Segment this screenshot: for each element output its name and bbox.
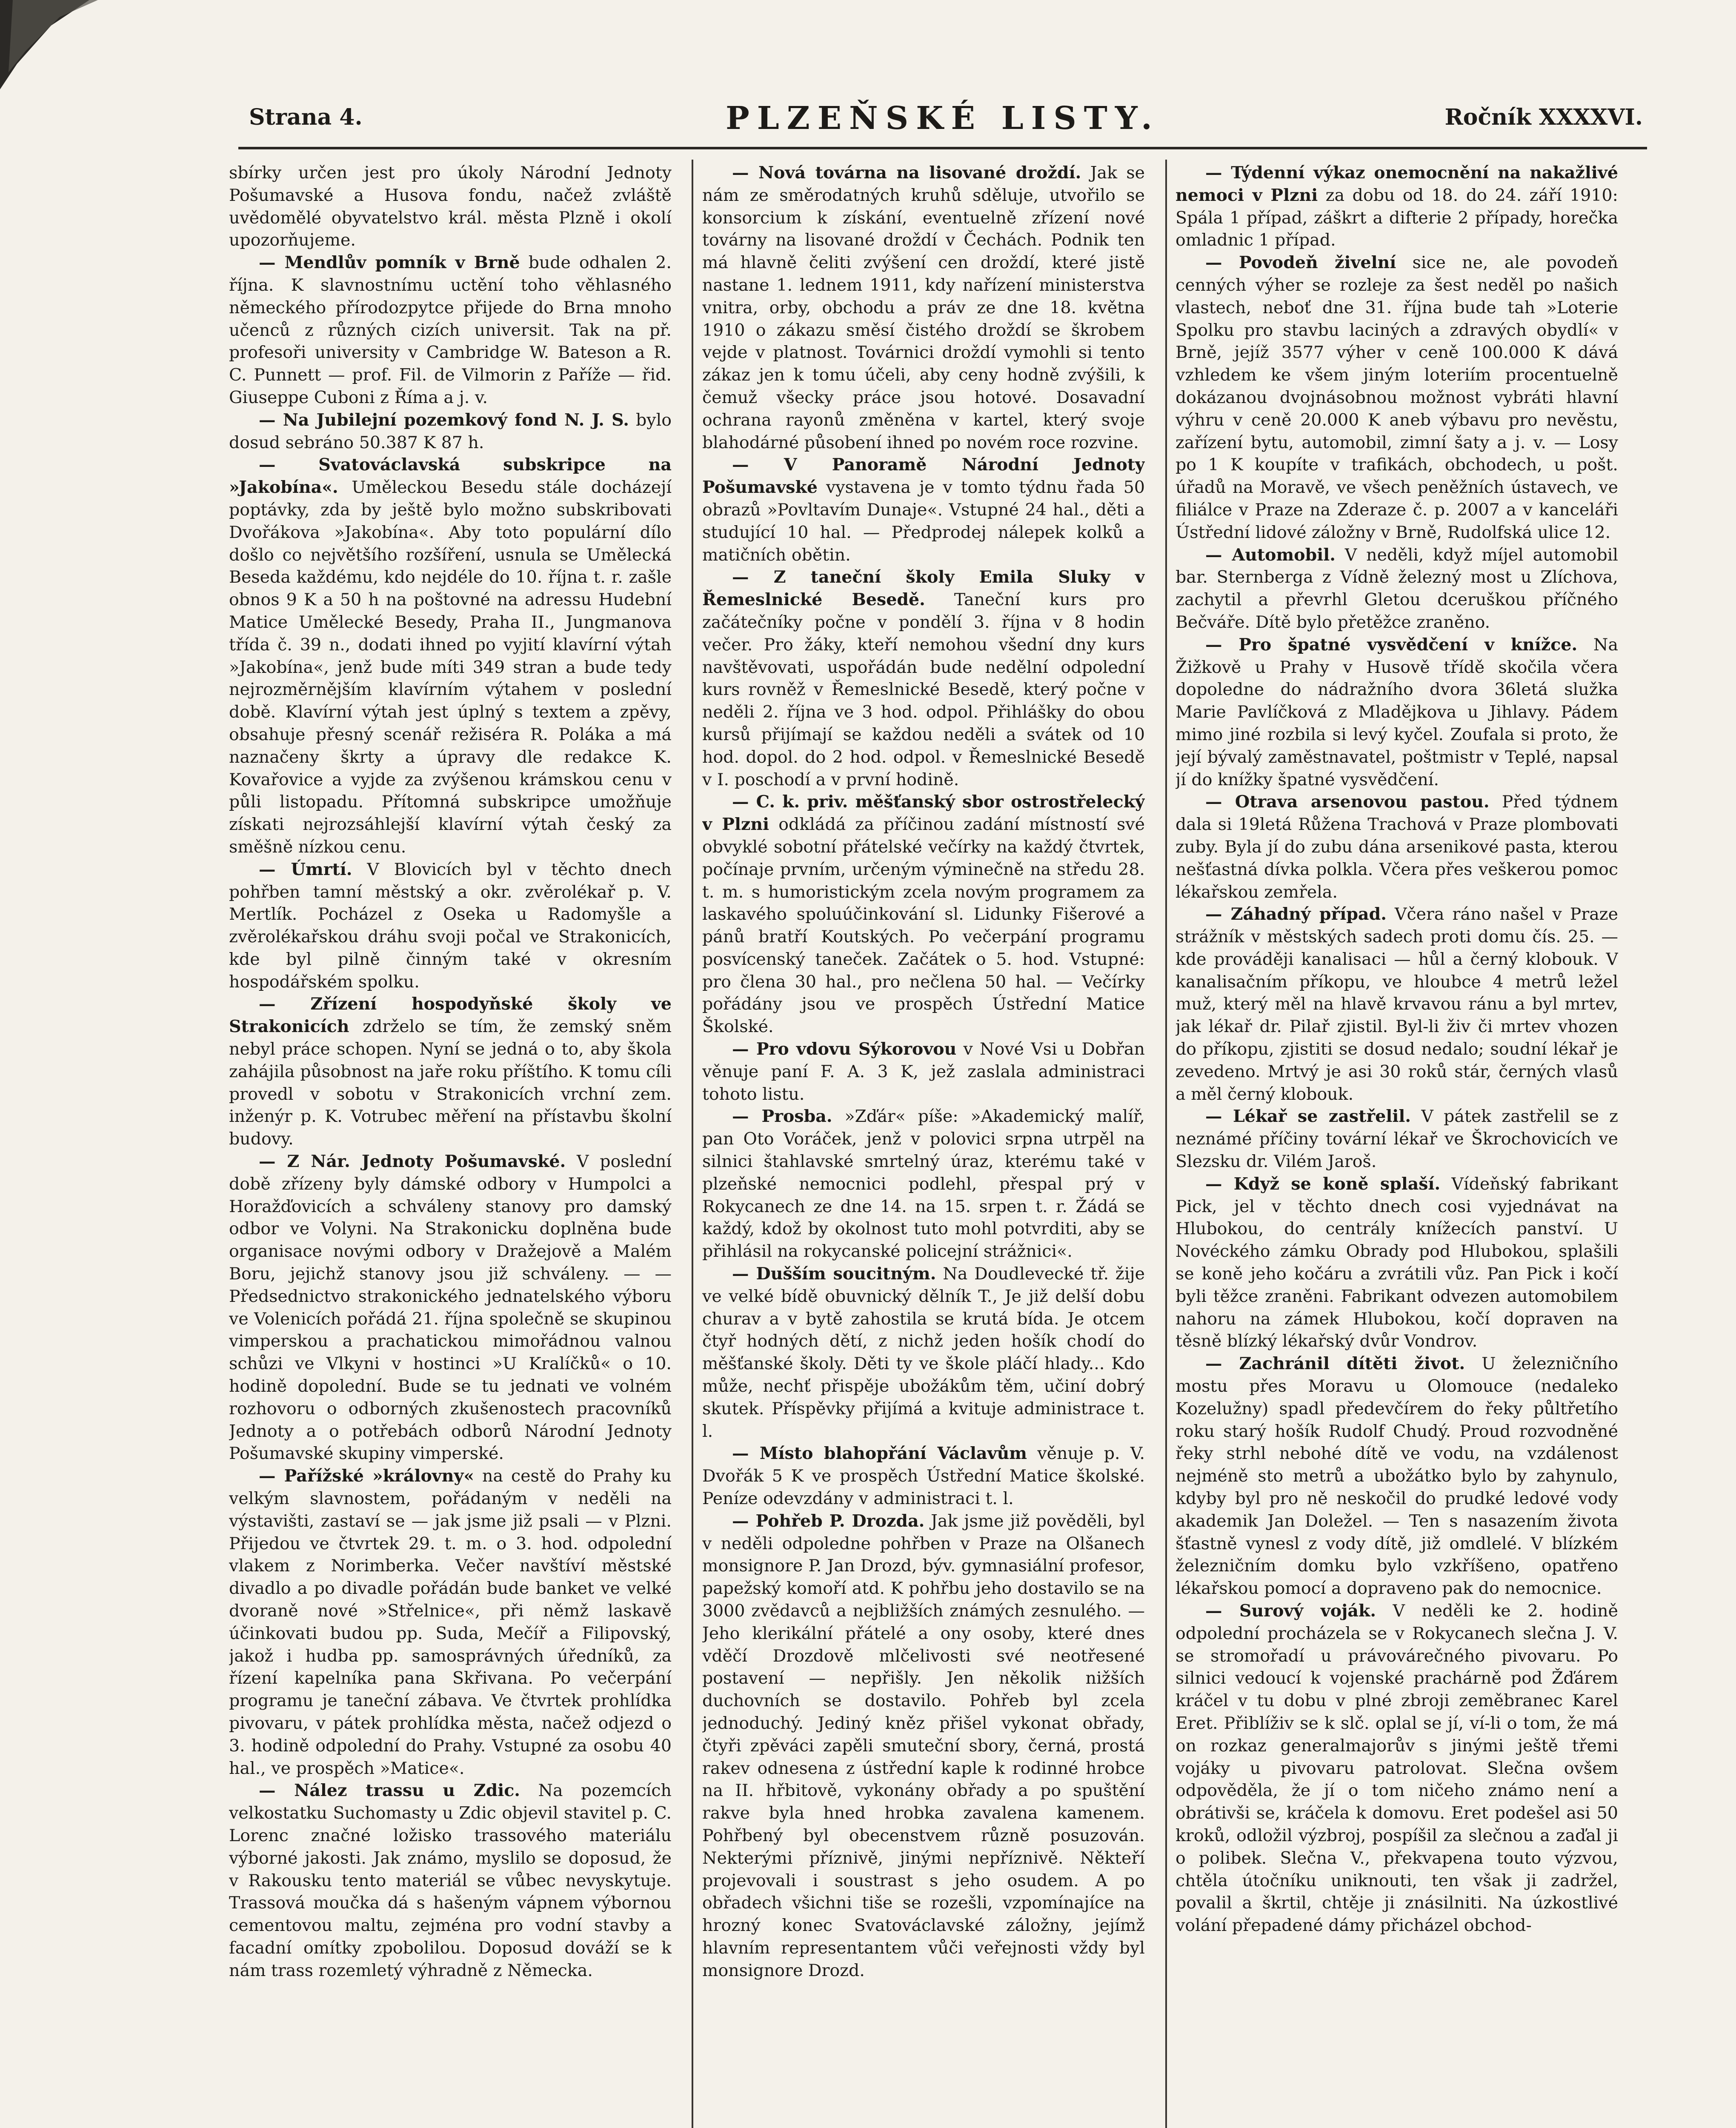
news-item bbox=[229, 1150, 672, 1465]
news-item-heading: — Svatováclavská subskripce na »Jakobína«. bbox=[229, 455, 672, 498]
masthead-title: PLZEŇSKÉ LISTY. bbox=[726, 100, 1160, 137]
news-item-heading: — Mendlův pomník v Brně bbox=[259, 253, 520, 273]
news-item-body: V poslední době zřízeny byly dámské odbory v Humpolci a Horažďovicích a schváleny stanovy pro damský odbor ve Volyni. Na Strakonicku doplněna bude organisace novými odbory v Dražejově a Malém Boru, jejichž stanovy jsou již schváleny. — — Předsednictvo strakonického jednatelského výboru ve Volenicích pořádá 21. října společně se skupinou vimperskou a prachatickou mimořádnou valnou schůzi ve Vlkyni v hostinci »U Kralíčků« o 10. hodině dopolední. Bude se tu jednati ve volném rozhovoru o odborných zkušenostech pracovníků Jednoty a o potřebách odborů Národní Jednoty Pošumavské skupiny vimperské. bbox=[229, 1152, 672, 1464]
news-item-heading: — Pro vdovu Sýkorovou bbox=[732, 1039, 957, 1059]
news-item bbox=[702, 791, 1145, 1038]
article-column-2 bbox=[702, 162, 1145, 2128]
news-item-heading: — Zachránil dítěti život. bbox=[1205, 1354, 1465, 1374]
news-item bbox=[702, 1510, 1145, 1982]
news-item-heading: — Lékař se zastřelil. bbox=[1205, 1107, 1411, 1127]
column-divider bbox=[692, 160, 693, 2128]
news-item bbox=[1175, 1105, 1618, 1173]
news-item-body: U železničního mostu přes Moravu u Olomouce (nedaleko Kozelužny) spadl předevčírem do řeky půltřetího roku starý hošík Rudolf Chudý. Proud rozvodněné řeky strhl nebohé dítě ve vodu, na vzdálenost nejméně sto metrů a ubožátko bylo by zahynulo, kdyby byl pro ně neskočil do prudké ledové vody akademik Jan Doležel. — Ten s nasazením života šťastně vynesl z vody dítě, již omdlelé. V blízkém železničním domku bylo vzkříšeno, opatřeno lékařskou pomocí a dopraveno pak do nemocnice. bbox=[1175, 1354, 1618, 1599]
news-item bbox=[1175, 162, 1618, 252]
news-item-body: Na Žižkově u Prahy v Husově třídě skočila včera dopoledne do nádražního dvora 36letá služka Marie Pavlíčková z Mladějkova u Jihlavy. Pádem mimo jiné rozbila si levý kyčel. Zoufala si proto, že její bývalý zaměstnavatel, poštmistr v Teplé, napsal jí do knížky špatné vysvědčení. bbox=[1175, 635, 1618, 789]
news-item-body: V Blovicích byl v těchto dnech pohřben tamní městský a okr. zvěrolékař p. V. Mertlík. Pocházel z Oseka u Radomyšle a zvěrolékařskou dráhu svoji počal ve Strakonicích, kde byl pilně činným také v okresním hospodářském spolku. bbox=[229, 859, 672, 992]
news-item bbox=[1175, 1600, 1618, 1937]
article-column-1 bbox=[229, 162, 672, 2128]
news-item bbox=[229, 1779, 672, 1982]
news-item-body: V pátek zastřelil se z neznámé příčiny tovární lékař ve Škrochovicích ve Slezsku dr. Vilém Jaroš. bbox=[1175, 1107, 1618, 1172]
news-item-heading: — Z Nár. Jednoty Pošumavské. bbox=[259, 1152, 566, 1172]
news-item-body: na cestě do Prahy ku velkým slavnostem, pořádaným v neděli na výstavišti, zastaví se — jak jsme již psali — v Plzni. Přijedou ve čtvrtek 29. t. m. o 3. hod. odpolední vlakem z Norimberka. Večer navštíví městské divadlo a po divadle pořádán bude banket ve velké dvoraně nové »Střelnice«, při němž laskavě účinkovati budou pp. Suda, Mečíř a Filipovský, jakož i hudba pp. samosprávných úředníků, za řízení kapelníka pana Skřivana. Po večerpání programu je taneční zábava. Ve čtvrtek prohlídka pivovaru, v pátek prohlídka města, načež odjezd o 3. hodině odpolední do Prahy. Vstupné za osobu 40 hal., ve prospěch »Matice«. bbox=[229, 1466, 672, 1778]
news-item-heading: — Pohřeb P. Drozda. bbox=[732, 1511, 925, 1531]
news-item-body: Včera ráno našel v Praze strážník v městských sadech proti domu čís. 25. — kde prováději kanalisaci — hůl a černý klobouk. V kanalisačním příkopu, ve hloubce 4 metrů ležel muž, který měl na hlavě krvavou ránu a byl mrtev, jak lékař dr. Pilař zjistil. Byl-li živ či mrtev vhozen do příkopu, zjistiti se dosud nedalo; soudní lékař je zevedeno. Mrtvý je asi 30 roků stár, černých vlasů a měl černý klobouk. bbox=[1175, 904, 1618, 1104]
news-item-body: zdrželo se tím, že zemský sněm nebyl práce schopen. Nyní se jedná o to, aby škola zahájila působnost na jaře roku příštího. K tomu cíli provedl v sobotu v Strakonicích vrchní zem. inženýr p. K. Votrubec měření na přístavbu školní budovy. bbox=[229, 1017, 672, 1149]
news-item bbox=[1175, 634, 1618, 791]
article-column-3 bbox=[1175, 162, 1618, 2128]
news-item-heading: — Pařížské »královny« bbox=[259, 1466, 475, 1486]
news-item-body: Před týdnem dala si 19letá Růžena Trachová v Praze plombovati zuby. Byla jí do zubu dána arsenikové pasta, kterou nešťastná dívka polkla. Včera přes veškerou pomoc lékařskou zemřela. bbox=[1175, 792, 1618, 902]
news-item bbox=[702, 454, 1145, 566]
news-item-body: Jak se nám ze směrodatných kruhů sděluje, utvořilo se konsorcium k získání, eventuelně zřízení nové továrny na lisované droždí v Čechách. Podnik ten má hlavně čeliti zvýšení cen droždí, které jistě nastane 1. lednem 1911, kdy nařízení ministerstva vnitra, orby, obchodu a práv ze dne 18. května 1910 o zákazu směsí čistého droždí se škrobem vejde v platnost. Továrnici droždí vymohli si tento zákaz jen k tomu účeli, aby ceny hodně zvýšili, k čemuž všecky práce jsou hotové. Dosavadní ochrana rayonů změněna v kartel, který svoje blahodárné působení ihned po novém roce rozvine. bbox=[702, 163, 1145, 452]
news-item bbox=[702, 1105, 1145, 1263]
news-item bbox=[702, 162, 1145, 454]
news-item-heading: — Prosba. bbox=[732, 1107, 832, 1127]
news-item-body: sice ne, ale povodeň cenných výher se rozleje za šest neděl po našich vlastech, neboť dne 31. října bude tah »Loterie Spolku pro stavbu laciných a zdravých obydlí« v Brně, jejíž 3577 výher v ceně 100.000 K dává vzhledem ke všem jiným loteriím procentuelně dokázanou dvojnásobnou možnost vybráti hlavní výhru v ceně 20.000 K aneb výbavu pro nevěstu, zařízení bytu, automobil, zimní šaty a j. v. — Losy po 1 K koupíte v trafikách, obchodech, u pošt. úřadů na Moravě, ve všech peněžních ústavech, ve filiálce v Praze na Zderaze č. p. 2007 a v kanceláři Ústřední lidové záložny v Brně, Rudolfská ulice 12. bbox=[1175, 253, 1618, 542]
page-header bbox=[238, 100, 1647, 143]
news-item bbox=[229, 993, 672, 1150]
news-item-body: Na Doudlevecké tř. žije ve velké bídě obuvnický dělník T., Je již delší dobu churav a v bytě zahostila se krutá bída. Je otcem čtyř hodných dětí, z nichž jeden hošík chodí do měšťanské školy. Děti ty ve škole pláčí hlady... Kdo může, nechť přispěje ubožákům těm, učiní dobrý skutek. Příspěvky přijímá a kvituje administrace t. l. bbox=[702, 1264, 1145, 1441]
news-item-heading: — Zřízení hospodyňské školy ve Strakonicích bbox=[229, 994, 672, 1037]
news-item-body: Na pozemcích velkostatku Suchomasty u Zdic objevil stavitel p. C. Lorenc značné ložisko trassového materiálu výborné jakosti. Jak známo, myslilo se doposud, že v Rakousku tento materiál se vůbec nevyskytuje. Trassová moučka dá s hašeným vápnem výbornou cementovou maltu, zejména pro vodní stavby a facadní omítky zpobolilou. Doposud dováží se k nám trass rozemletý výhradně z Německa. bbox=[229, 1781, 672, 1980]
news-item bbox=[1175, 252, 1618, 543]
news-item-body: V neděli ke 2. hodině odpolední procházela se v Rokycanech slečna J. V. se stromořadí u právovárečného pivovaru. Po silnici vedoucí k vojenské prachárně pod Žďárem kráčel v tu dobu v plné zbroji zeměbranec Karel Eret. Přiblíživ se k slč. oplal se jí, ví-li o tom, že má on rozkaz generalmajorův s jinými ještě třemi vojáky u pivovaru patrolovat. Slečna ovšem odpověděla, že jí o tom ničeho známo není a obrátivši se, kráčela k domovu. Eret podešel asi 50 kroků, odložil výzbroj, pospíšil za slečnou a zaďal ji o polibek. Slečna V., překvapena touto výzvou, chtěla útočníku uniknouti, ten však ji zadržel, povalil a škrtil, chtěje ji znásilniti. Na úzkostlivé volání přepadené dámy přicházel obchod- bbox=[1175, 1601, 1618, 1936]
news-item-heading: — Záhadný případ. bbox=[1205, 904, 1387, 924]
news-item bbox=[229, 454, 672, 858]
news-item-heading: — Pro špatné vysvědčení v knížce. bbox=[1205, 635, 1578, 655]
news-item-heading: — Povodeň živelní bbox=[1205, 253, 1396, 273]
page-number-label: Strana 4. bbox=[249, 104, 363, 130]
news-item-heading: — Úmrtí. bbox=[259, 859, 352, 879]
news-item-heading: — Nová továrna na lisované droždí. bbox=[732, 163, 1081, 183]
news-item-heading: — Nález trassu u Zdic. bbox=[259, 1781, 521, 1801]
news-item-heading: — Když se koně splaší. bbox=[1205, 1174, 1441, 1194]
news-item-heading: — Týdenní výkaz onemocnění na nakažlivé nemoci v Plzni bbox=[1175, 163, 1618, 205]
news-item-body: věnuje p. V. Dvořák 5 K ve prospěch Ústřední Matice školské. Peníze odevzdány v administraci t. l. bbox=[702, 1444, 1145, 1509]
news-item-body: bude odhalen 2. října. K slavnostnímu uctění toho věhlasného německého přírodozpytce přijede do Brna mnoho učenců z různých cizích universit. Tak na př. profesoři university v Cambridge W. Bateson a R. C. Punnett — prof. Fil. de Vilmorin z Paříže — řid. Giuseppe Cuboni z Říma a j. v. bbox=[229, 253, 672, 407]
volume-label: Ročník XXXXVI. bbox=[1444, 104, 1643, 130]
news-item-body: V neděli, když míjel automobil bar. Sternberga z Vídně železný most u Zlíchova, zachytil a převrhl Gletou dceruškou příčného Bečváře. Dítě bylo přetěžce zraněno. bbox=[1175, 545, 1618, 632]
news-item-body: v Nové Vsi u Dobřan věnuje paní F. A. 3 K, jež zaslala administraci tohoto listu. bbox=[702, 1039, 1145, 1104]
news-item bbox=[702, 1442, 1145, 1510]
news-item-heading: — V Panoramě Národní Jednoty Pošumavské bbox=[702, 455, 1145, 498]
news-item bbox=[1175, 544, 1618, 634]
news-item-body: vystavena je v tomto týdnu řada 50 obrazů »Povltavím Dunaje«. Vstupné 24 hal., děti a studující 10 hal. — Předprodej nálepek kolků a matičních obětin. bbox=[702, 478, 1145, 565]
news-item bbox=[702, 1263, 1145, 1442]
news-item-body: Uměleckou Besedu stále docházejí poptávky, zda by ještě bylo možno subskribovati Dvořákova »Jakobína«. Aby toto populární dílo došlo co největšího rozšíření, usnula se Umělecká Beseda každému, kdo nejdéle do 10. října t. r. zašle obnos 9 K a 50 h na poštovné na adressu Hudební Matice Umělecké Besedy, Praha II., Jungmanova třída č. 39 n., dodati ihned po vyjití klavírní výtah »Jakobína«, jenž bude míti 349 stran a bude tedy nejrozměrnějším klavírním výtahem v poslední době. Klavírní výtah jest úplný s textem a zpěvy, obsahuje přesný scenář režiséra R. Poláka a má naznačeny škrty a úpravy dle redakce K. Kovařovice a vyjde za zvýšenou krámskou cenu v půli listopadu. Přítomná subskripce umožňuje získati nejrozsáhlejší klavírní výtah český za směšně nízkou cenu. bbox=[229, 478, 672, 857]
news-item bbox=[1175, 1353, 1618, 1600]
news-item-heading: — Na Jubilejní pozemkový fond N. J. S. bbox=[259, 410, 629, 430]
news-item bbox=[229, 162, 672, 252]
news-item-body: Taneční kurs pro začátečníky počne v pondělí 3. října v 8 hodin večer. Pro žáky, kteří nemohou všední dny kurs navštěvovati, uspořádán bude nedělní odpolední kurs rovněž v Řemeslnické Besedě, který počne v neděli 2. října ve 3 hod. odpol. Přihlášky do obou kursů přijímají se každou neděli a svátek od 10 hod. dopol. do 2 hod. odpol. v Řemeslnické Besedě v I. poschodí a v první hodině. bbox=[702, 590, 1145, 789]
news-item-heading: — C. k. priv. měšťanský sbor ostrostřelecký v Plzni bbox=[702, 792, 1145, 835]
news-item bbox=[229, 252, 672, 409]
news-item-body: za dobu od 18. do 24. září 1910: Spála 1 případ, záškrt a difterie 2 případy, horečka omladnic 1 případ. bbox=[1175, 185, 1618, 250]
news-item-body: bylo dosud sebráno 50.387 K 87 h. bbox=[229, 410, 672, 452]
news-item-body: sbírky určen jest pro úkoly Národní Jednoty Pošumavské a Husova fondu, načež zvláště uvědomělé obyvatelstvo král. města Plzně i okolí upozorňujeme. bbox=[229, 163, 672, 250]
news-item bbox=[229, 409, 672, 454]
news-item-heading: — Surový voják. bbox=[1205, 1601, 1376, 1621]
news-item bbox=[229, 1465, 672, 1779]
news-item-body: Jak jsme již pověděli, byl v neděli odpoledne pohřben v Praze na Olšanech monsignore P. Jan Drozd, býv. gymnasiální profesor, papežský komoří atd. K pohřbu jeho dostavilo se na 3000 zvědavců a nejbližších známých zesnulého. — Jeho klerikální přátelé a ony osoby, které dnes vděčí Drozdově mlčelivosti své neotřesené postavení — nepřišly. Jen několik nižších duchovních se dostavilo. Pohřeb byl zcela jednoduchý. Jediný kněz přišel vykonat obřady, čtyři zpěváci zapěli smuteční sbory, černá, prostá rakev odnesena z ústřední kaple k rodinné hrobce na II. hřbitově, vykonány obřady a po spuštění rakve byla hned hrobka zavalena kamenem. Pohřbený byl obecenstvem různě posuzován. Nekterými příznivě, jinými nepříznivě. Někteří projevovali i soustrast s jeho osudem. A po obřadech všichni tiše se rozešli, vzpomínajíce na hrozný konec Svatováclavské záložny, jejímž hlavním representantem vůči veřejnosti vždy byl monsignore Drozd. bbox=[702, 1511, 1145, 1980]
news-item-heading: — Automobil. bbox=[1205, 545, 1336, 565]
news-item bbox=[702, 566, 1145, 791]
news-item bbox=[1175, 903, 1618, 1105]
torn-corner-mark bbox=[0, 0, 98, 111]
column-divider bbox=[1165, 160, 1167, 2128]
header-rule bbox=[238, 147, 1647, 149]
news-item-body: »Zďár« píše: »Akademický malíř, pan Oto Voráček, jenž v polovici srpna utrpěl na silnici štahlavské smrtelný úraz, kterému také v plzeňské nemocnici podlehl, přespal prý v Rokycanech ze dne 14. na 15. srpen t. r. Žádá se každý, kdož by okolnost tuto mohl potvrditi, aby se přihlásil na rokycanské policejní strážnici«. bbox=[702, 1107, 1145, 1261]
news-item-heading: — Dušším soucitným. bbox=[732, 1264, 936, 1284]
news-item bbox=[229, 858, 672, 993]
news-item-body: Vídeňský fabrikant Pick, jel v těchto dnech cosi vyjednávat na Hlubokou, do centrály knížecích panství. U Novéckého zámku Obrady pod Hlubokou, splašili se koně jeho kočáru a zvrátili vůz. Pan Pick i kočí byli těžce zraněni. Fabrikant odvezen automobilem nahoru na zámek Hlubokou, kočí dopraven na těsně blízký lékařský dvůr Vondrov. bbox=[1175, 1174, 1618, 1351]
news-item bbox=[1175, 1173, 1618, 1353]
news-item-heading: — Místo blahopřání Václavům bbox=[732, 1444, 1027, 1464]
news-item-heading: — Z taneční školy Emila Sluky v Řemeslnické Besedě. bbox=[702, 567, 1145, 610]
news-item-body: odkládá za příčinou zadání místností své obvyklé sobotní přátelské večírky na každý čtvrtek, počínaje prvním, určeným výminečně na středu 28. t. m. s humoristickým zcela novým programem za laskavého spoluúčinkování sl. Lidunky Fišerové a pánů bratří Koutských. Po večerpání programu posvícenský taneček. Začátek o 5. hod. Vstupné: pro člena 30 hal., pro nečlena 50 hal. — Večírky pořádány jsou ve prospěch Ústřední Matice Školské. bbox=[702, 815, 1145, 1037]
news-item-heading: — Otrava arsenovou pastou. bbox=[1205, 792, 1490, 812]
news-item bbox=[702, 1038, 1145, 1105]
news-item bbox=[1175, 791, 1618, 903]
